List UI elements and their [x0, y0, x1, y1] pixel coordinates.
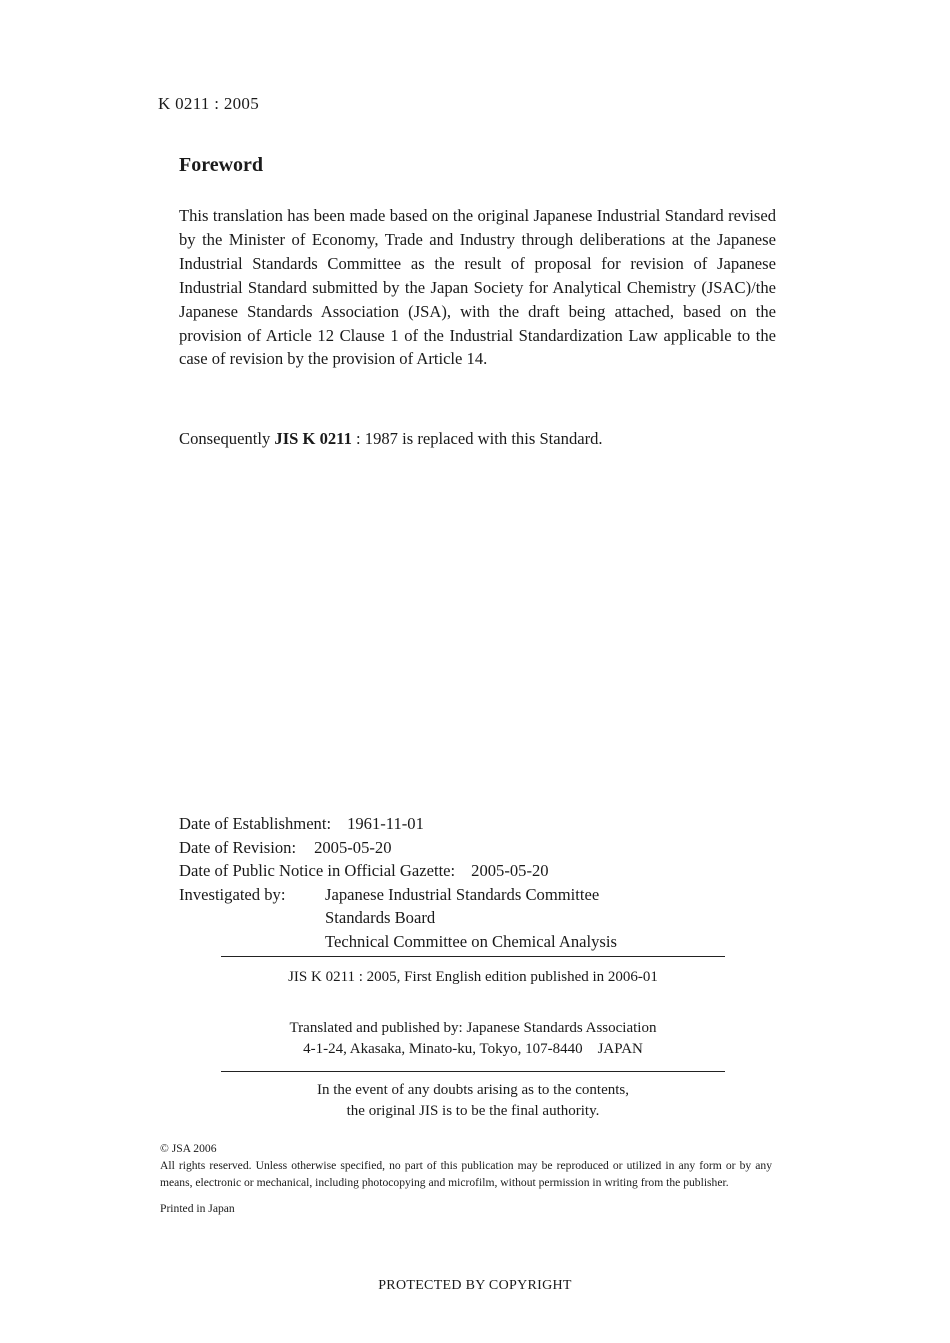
investigated-list: [325, 883, 617, 954]
copyright-notice: © JSA 2006: [160, 1142, 217, 1155]
edition-info: JIS K 0211 : 2005, First English edition published in 2006-01: [288, 969, 658, 985]
printed-in: Printed in Japan: [160, 1202, 235, 1215]
dates-block: [179, 812, 617, 954]
notice-label: Date of Public Notice in Official Gazette:: [179, 861, 456, 881]
publisher-address: 4-1-24, Akasaka, Minato-ku, Tokyo, 107-8440 JAPAN: [303, 1041, 643, 1057]
divider-top: [221, 956, 725, 957]
investigated-row: [179, 883, 617, 954]
investigator-line: Japanese Industrial Standards Committee: [325, 884, 600, 904]
publisher-line: Translated and published by: Japanese Standards Association: [289, 1020, 657, 1036]
revision-row: [179, 836, 617, 860]
establishment-label: Date of Establishment:: [179, 814, 332, 833]
investigator-line: Standards Board: [325, 908, 436, 928]
notice-value: 2005-05-20: [471, 861, 549, 881]
investigated-label: Investigated by:: [179, 884, 286, 904]
authority-note: [221, 1080, 725, 1122]
footer-watermark: PROTECTED BY COPYRIGHT: [378, 1278, 572, 1293]
divider-bottom: [221, 1071, 725, 1072]
rights-statement: All rights reserved. Unless otherwise specified, no part of this publication may be reproduced or utilized in any form or by any means, electronic or mechanical, including photocopying and microfilm, without permission in writing from the publisher.: [160, 1159, 772, 1189]
replacement-suffix: : 1987 is replaced with this Standard.: [351, 429, 603, 448]
investigator-line: Technical Committee on Chemical Analysis: [325, 931, 617, 951]
replacement-code: JIS K 0211: [274, 429, 352, 448]
revision-label: Date of Revision:: [179, 837, 297, 857]
revision-value: 2005-05-20: [314, 837, 392, 857]
foreword-title: Foreword: [179, 154, 264, 176]
document-code: K 0211 : 2005: [158, 94, 260, 113]
replacement-prefix: Consequently: [179, 429, 275, 448]
foreword-paragraph: This translation has been made based on the original Japanese Industrial Standard revised by the Minister of Economy, Trade and Industry through deliberations at the Japanese Industrial Standards Committee as the result of proposal for revision of Japanese Industrial Standard submitted by the Japan Society for Analytical Chemistry (JSAC)/the Japanese Standards Association (JSA), with the draft being attached, based on the provision of Article 12 Clause 1 of the Industrial Standardization Law applicable to the case of revision by the provision of Article 14.: [179, 206, 776, 369]
establishment-row: [179, 812, 617, 836]
authority-line: In the event of any doubts arising as to the contents,: [316, 1082, 629, 1098]
authority-line: the original JIS is to be the final authority.: [346, 1103, 600, 1119]
notice-row: [179, 859, 617, 883]
publisher-info: [221, 1018, 725, 1060]
replacement-statement: [179, 427, 779, 451]
establishment-value: 1961-11-01: [347, 814, 424, 833]
copyright-block: [160, 1140, 772, 1217]
